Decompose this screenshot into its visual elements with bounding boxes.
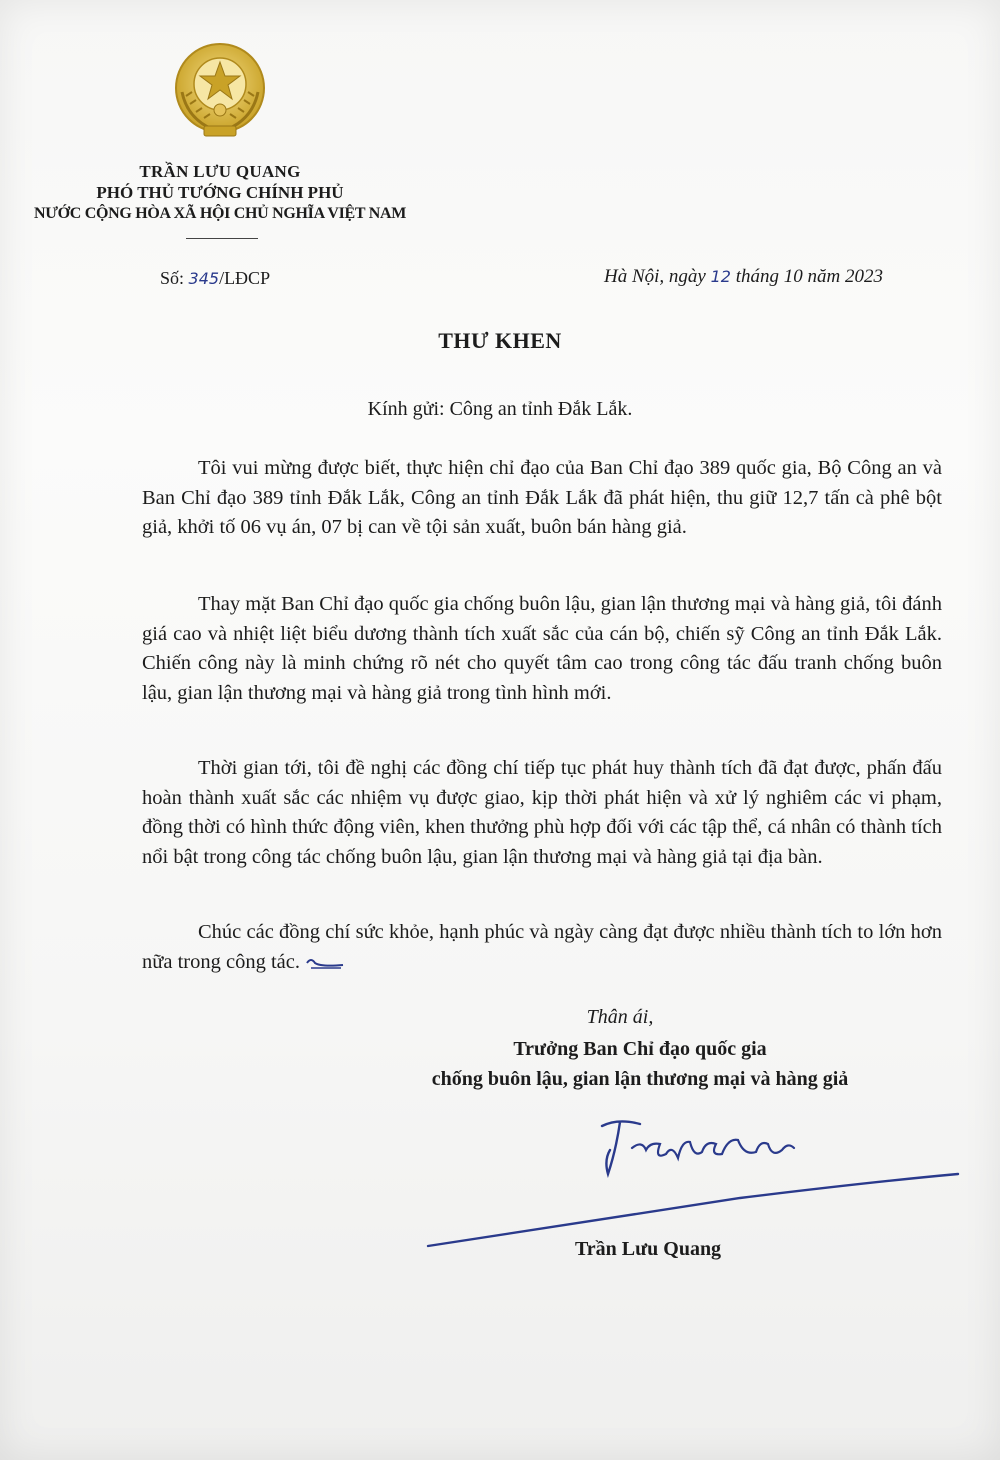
issuer-position: PHÓ THỦ TƯỚNG CHÍNH PHỦ — [96, 183, 344, 202]
issuer-country: NƯỚC CỘNG HÒA XÃ HỘI CHỦ NGHĨA VIỆT NAM — [33, 205, 407, 222]
document-number-suffix: /LĐCP — [219, 268, 271, 288]
signer-title-line-1: Trưởng Ban Chỉ đạo quốc gia — [513, 1038, 767, 1060]
body-paragraph-3: Thời gian tới, tôi đề nghị các đồng chí tiếp tục phát huy thành tích đã đạt được, phấn đấu hoàn thành xuất sắc các nhiệm vụ được giao, kịp thời phát hiện và xử lý nghiêm các vi phạm, đồng thời có hình thức động viên, khen thưởng phù hợp đối với các tập thể, cá nhân có thành tích nổi bật trong công tác chống buôn lậu, gian lận thương mại và hàng giả tại địa bàn. — [142, 757, 942, 868]
document-number-prefix: Số: — [160, 268, 185, 288]
document-number-value: 345 — [188, 269, 220, 288]
letter-title: THƯ KHEN — [438, 328, 562, 353]
national-emblem-icon — [168, 38, 272, 146]
date-line — [604, 266, 883, 288]
letter-greeting: Kính gửi: Công an tỉnh Đắk Lắk. — [367, 398, 633, 420]
header-divider — [186, 238, 258, 239]
issuer-name: TRẦN LƯU QUANG — [139, 162, 301, 181]
body-paragraph-2: Thay mặt Ban Chỉ đạo quốc gia chống buôn lậu, gian lận thương mại và hàng giả, tôi đánh giá cao và nhiệt liệt biểu dương thành tích xuất sắc của cán bộ, chiến sỹ Công an tỉnh Đắk Lắk. Chiến công này là minh chứng rõ nét cho quyết tâm cao trong công tác đấu tranh chống buôn lậu, gian lận thương mại và hàng giả trong tình hình mới. — [142, 593, 942, 704]
body-paragraph-4 — [142, 918, 942, 977]
date-day: 12 — [710, 267, 731, 286]
body-paragraph-4-text: Chúc các đồng chí sức khỏe, hạnh phúc và ngày càng đạt được nhiều thành tích to lớn hơn nữa trong công tác. — [142, 921, 942, 973]
date-prefix: Hà Nội, ngày — [604, 266, 706, 287]
signer-title-line-2: chống buôn lậu, gian lận thương mại và hàng giả — [431, 1068, 849, 1090]
closing-salutation: Thân ái, — [586, 1006, 654, 1028]
handwritten-signature — [410, 1100, 970, 1260]
date-suffix: tháng 10 năm 2023 — [735, 266, 883, 287]
body-paragraph-1: Tôi vui mừng được biết, thực hiện chỉ đạo của Ban Chỉ đạo 389 quốc gia, Bộ Công an và Ban Chỉ đạo 389 tỉnh Đắk Lắk, Công an tỉnh Đắk Lắk đã phát hiện, thu giữ 12,7 tấn cà phê bột giả, khởi tố 06 vụ án, 07 bị can về tội sản xuất, buôn bán hàng giả. — [142, 457, 942, 538]
document-number — [160, 268, 270, 289]
signer-name: Trần Lưu Quang — [574, 1238, 722, 1260]
handwritten-check-icon — [305, 955, 347, 971]
